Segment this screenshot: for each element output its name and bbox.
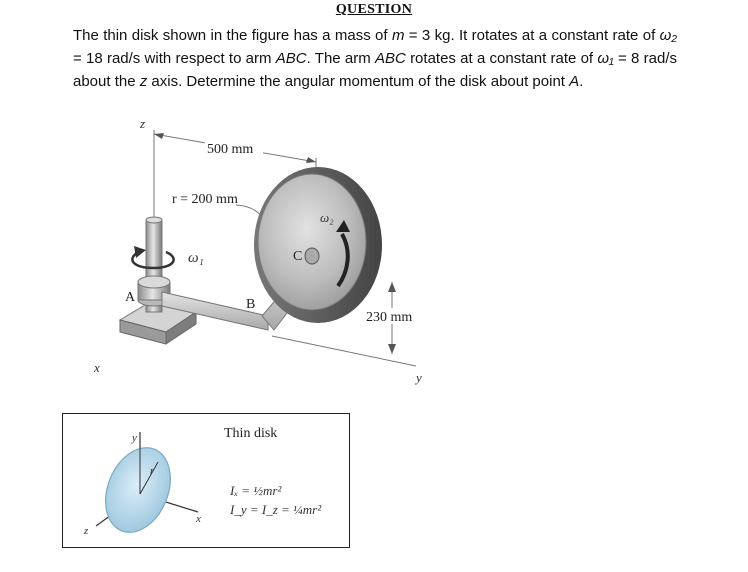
question-heading: QUESTION — [335, 2, 413, 17]
problem-text-2: = 3 kg. It rotates at a constant rate of — [404, 27, 660, 44]
arm-name-2: ABC — [374, 50, 406, 67]
inset-formula-ix: Iₓ = ½mr² — [230, 483, 282, 498]
dim-r-label: r = 200 mm — [172, 192, 238, 207]
omega2-symbol: ω₂ — [659, 27, 677, 44]
problem-text-1: The thin disk shown in the figure has a mass of — [73, 27, 392, 44]
point-a-symbol: A — [569, 73, 580, 90]
point-a-label: A — [125, 290, 136, 305]
problem-text-3: = 18 rad/s with respect to arm — [73, 50, 276, 67]
y-axis-label: y — [416, 370, 422, 385]
mass-symbol: m — [391, 27, 405, 44]
omega2-label: ω₂ — [320, 210, 334, 225]
z-axis-symbol: z — [139, 73, 148, 90]
inset-formula-iy-iz: I_y = I_z = ¼mr² — [230, 502, 322, 517]
problem-text-5: rotates at a constant rate of — [405, 50, 598, 67]
point-b-label: B — [246, 297, 256, 312]
inset-x-label: x — [196, 513, 201, 525]
z-axis-label: z — [140, 116, 146, 131]
problem-text-8: . — [579, 73, 584, 90]
arm-name-1: ABC — [275, 50, 307, 67]
omega1-symbol: ω₁ — [597, 50, 614, 67]
point-c-label: C — [293, 249, 303, 264]
dim-230-label: 230 mm — [366, 310, 413, 325]
inset-r-label: r — [150, 465, 155, 477]
problem-text-4: . The arm — [306, 50, 375, 67]
dim-500-label: 500 mm — [207, 142, 254, 157]
omega1-label: ω₁ — [188, 250, 204, 266]
x-axis-label: x — [94, 360, 100, 375]
inset-y-label: y — [132, 432, 137, 444]
inset-thin-disk — [94, 438, 183, 542]
problem-text-7: axis. Determine the angular momentum of the disk about point — [147, 73, 570, 90]
inset-z-label: z — [84, 525, 89, 537]
inset-title: Thin disk — [224, 426, 278, 441]
problem-text-6: = 8 rad/s about the — [73, 50, 677, 90]
